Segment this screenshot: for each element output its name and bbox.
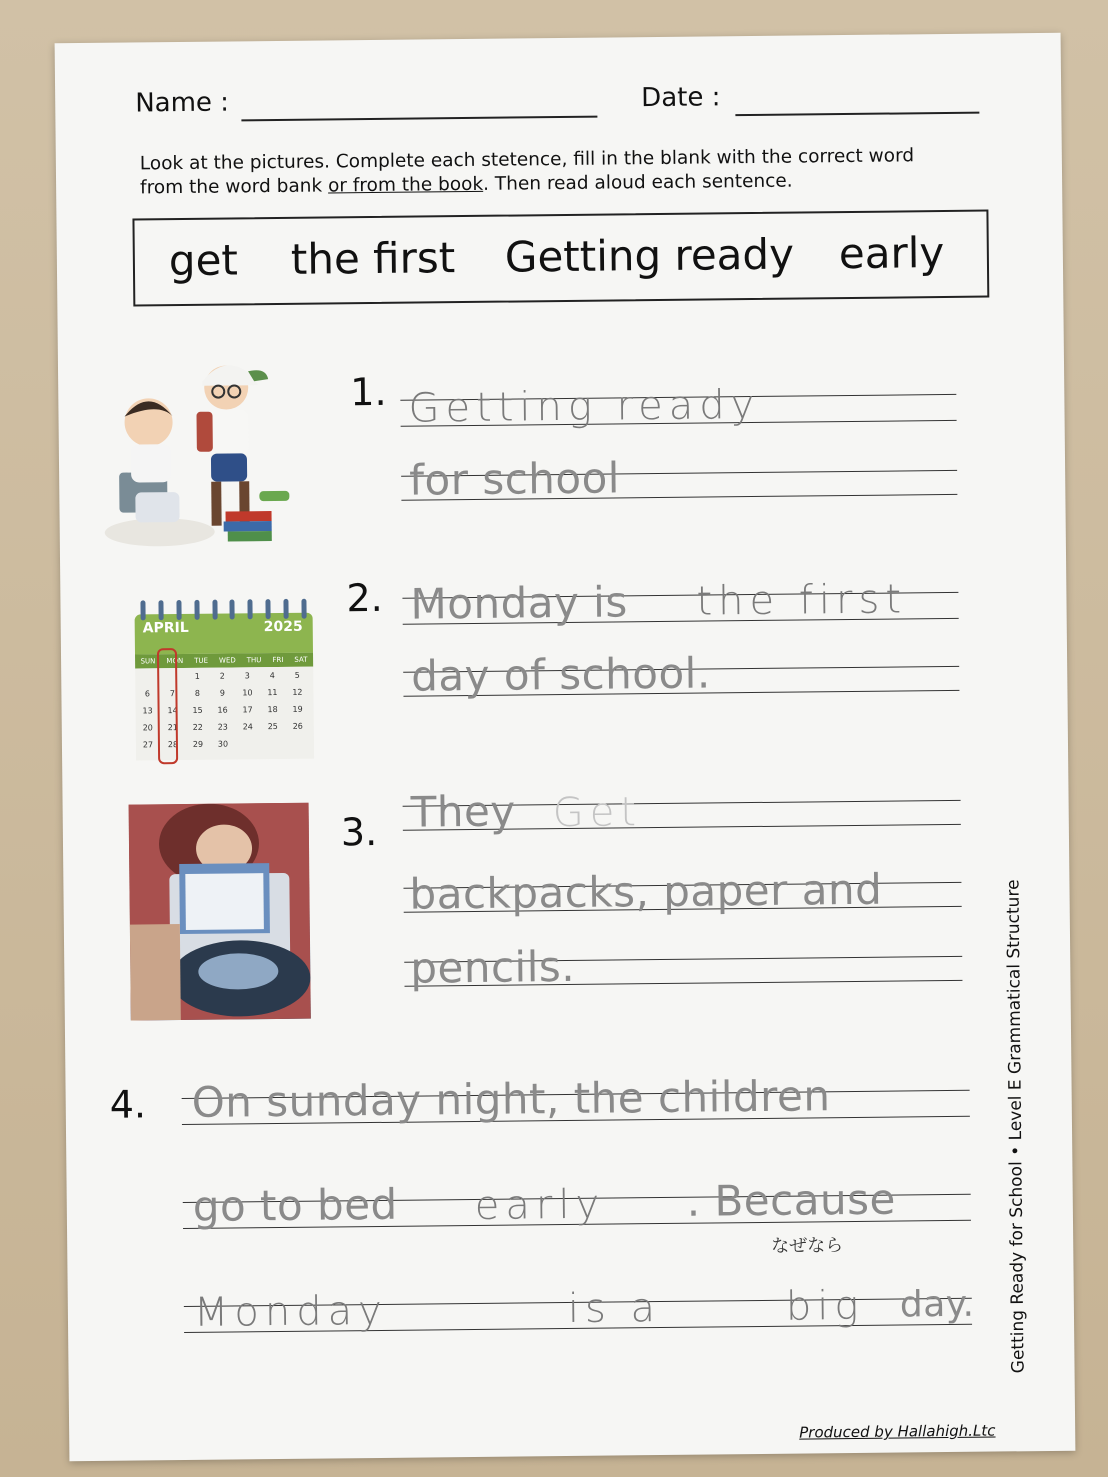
weekday: TUE <box>194 656 209 665</box>
item-number-3: 3. <box>340 809 378 855</box>
japanese-annotation: なぜなら <box>771 1235 844 1257</box>
printed-text-2a: Monday is <box>410 577 628 629</box>
calendar-day: 12 <box>292 687 303 697</box>
calendar-day: 23 <box>217 722 228 732</box>
calendar-day: 17 <box>242 705 253 715</box>
calendar-day: 13 <box>142 706 153 716</box>
handwritten-answer-4d: big <box>785 1282 865 1330</box>
instructions-text-end: . Then read aloud each sentence. <box>483 170 793 195</box>
footer-credit: Produced by Hallahigh.Ltc <box>799 1421 996 1442</box>
instructions-underlined-text: or from the book <box>327 173 484 197</box>
calendar-day: 25 <box>267 722 278 732</box>
calendar-day: 14 <box>167 706 178 716</box>
printed-text-2b: day of school. <box>410 648 711 701</box>
printed-text-4c: . Because <box>686 1174 897 1226</box>
calendar-day: 22 <box>192 722 203 732</box>
handwritten-answer-4c: is a <box>567 1285 662 1332</box>
printed-text-3a: They <box>410 786 516 837</box>
weekday: MON <box>166 656 184 666</box>
weekday: FRI <box>272 655 284 665</box>
calendar-day: 20 <box>142 723 153 733</box>
calendar-illustration <box>134 599 314 761</box>
calendar-day: 9 <box>219 688 226 698</box>
handwritten-answer-1: Getting ready <box>408 381 761 432</box>
calendar-day: 8 <box>194 688 201 698</box>
calendar-day: 19 <box>292 704 303 714</box>
item-number-1: 1. <box>350 369 387 415</box>
girl-packing-backpack-photo <box>129 803 311 1021</box>
calendar-day: 4 <box>269 671 275 681</box>
word-bank-item: Getting ready <box>504 229 795 282</box>
calendar-day: 11 <box>267 688 278 698</box>
handwritten-answer-3: Get <box>552 789 643 837</box>
printed-text-1: for school <box>408 453 621 505</box>
word-bank-item: the first <box>290 233 456 284</box>
calendar-year: 2025 <box>263 618 303 636</box>
weekday: SAT <box>294 655 308 664</box>
weekday: WED <box>218 656 236 665</box>
printed-text-3b: backpacks, paper and <box>409 864 883 919</box>
calendar-month: APRIL <box>142 619 189 637</box>
handwritten-answer-2: the first <box>696 576 908 625</box>
calendar-day: 18 <box>267 705 278 715</box>
calendar-day: 10 <box>242 688 253 698</box>
worksheet-page <box>55 33 1076 1461</box>
calendar-day: 6 <box>144 689 151 699</box>
printed-text-3c: pencils. <box>410 941 576 993</box>
calendar-day: 7 <box>169 689 176 699</box>
calendar-day: 27 <box>142 740 154 750</box>
calendar-day: 15 <box>192 705 203 715</box>
item-number-4: 4. <box>109 1082 147 1127</box>
side-caption: Getting Ready for School • Level E Grammatical Structure <box>1003 879 1029 1374</box>
calendar-day: 5 <box>294 670 300 680</box>
handwritten-answer-4b: Monday <box>193 1287 389 1336</box>
name-label: Name : <box>135 87 230 119</box>
instructions-text: from the word bank <box>140 175 329 199</box>
children-studying-illustration <box>98 341 300 563</box>
printed-text-4d: day. <box>899 1283 975 1326</box>
calendar-day: 24 <box>242 722 253 732</box>
item-number-2: 2. <box>346 575 383 621</box>
calendar-day: 29 <box>192 739 204 749</box>
calendar-day: 28 <box>167 740 179 750</box>
calendar-day: 2 <box>219 671 225 681</box>
calendar-day: 16 <box>217 705 228 715</box>
word-bank <box>132 210 989 307</box>
calendar-day: 21 <box>167 723 178 733</box>
calendar-day: 1 <box>194 671 200 681</box>
calendar-day: 30 <box>217 739 229 749</box>
date-field-line[interactable] <box>735 112 979 117</box>
printed-text-4a: On sunday night, the children <box>191 1071 831 1127</box>
weekday: SUN <box>140 657 156 666</box>
word-bank-item: get <box>168 235 239 286</box>
handwritten-answer-4a: early <box>474 1181 606 1229</box>
name-field-line[interactable] <box>241 116 597 122</box>
calendar-monday-highlight <box>157 648 178 764</box>
word-bank-item: early <box>838 228 945 279</box>
date-label: Date : <box>641 82 721 114</box>
printed-text-4b: go to bed <box>192 1179 398 1231</box>
calendar-day: 3 <box>244 671 250 681</box>
weekday: THU <box>246 656 262 665</box>
instructions <box>140 144 980 201</box>
instructions-line-1: Look at the pictures. Complete each stetence, fill in the blank with the correct word <box>139 145 915 175</box>
calendar-day: 26 <box>292 721 303 731</box>
